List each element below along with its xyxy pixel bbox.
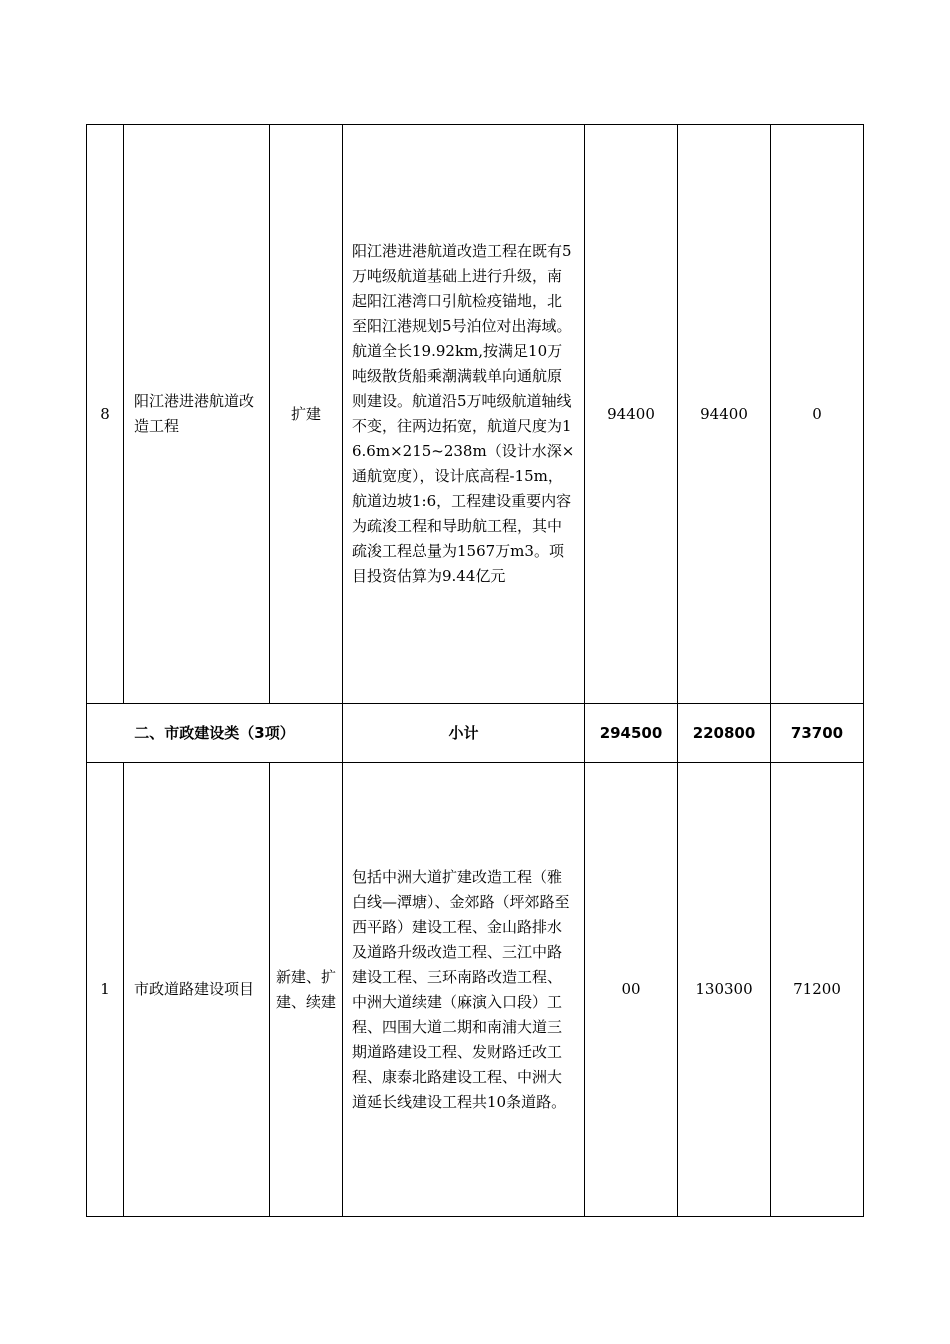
subtotal-value-3: 73700 [771,704,864,763]
project-table [86,124,864,1217]
investment-col-3: 0 [771,125,864,704]
subtotal-row [87,704,864,763]
construction-type: 新建、扩建、续建 [270,763,343,1217]
category-heading: 二、市政建设类（3项） [87,704,343,763]
construction-type: 扩建 [270,125,343,704]
project-description: 阳江港进港航道改造工程在既有5万吨级航道基础上进行升级，南起阳江港湾口引航检疫锚地，北至阳江港规划5号泊位对出海域。航道全长19.92km,按满足10万吨级散货船乘潮满载单向通航原则建设。航道沿5万吨级航道轴线不变，往两边拓宽，航道尺度为16.6m×215~238m（设计水深×通航宽度），设计底高程-15m，航道边坡1:6，工程建设重要内容为疏浚工程和导助航工程，其中疏浚工程总量为1567万m3。项目投资估算为9.44亿元 [343,125,585,704]
total-investment: 94400 [585,125,678,704]
investment-col-2: 130300 [678,763,771,1217]
investment-col-3: 71200 [771,763,864,1217]
row-number: 8 [87,125,124,704]
subtotal-value-1: 294500 [585,704,678,763]
project-description: 包括中洲大道扩建改造工程（雅白线—潭塘）、金郊路（坪郊路至西平路）建设工程、金山路排水及道路升级改造工程、三江中路建设工程、三环南路改造工程、中洲大道续建（麻演入口段）工程、四围大道二期和南浦大道三期道路建设工程、发财路迁改工程、康泰北路建设工程、中洲大道延长线建设工程共10条道路。 [343,763,585,1217]
row-number: 1 [87,763,124,1217]
investment-col-2: 94400 [678,125,771,704]
table-row [87,763,864,1217]
total-investment: 00 [585,763,678,1217]
subtotal-label: 小计 [343,704,585,763]
table-row [87,125,864,704]
subtotal-value-2: 220800 [678,704,771,763]
project-name: 市政道路建设项目 [124,763,270,1217]
project-name: 阳江港进港航道改造工程 [124,125,270,704]
